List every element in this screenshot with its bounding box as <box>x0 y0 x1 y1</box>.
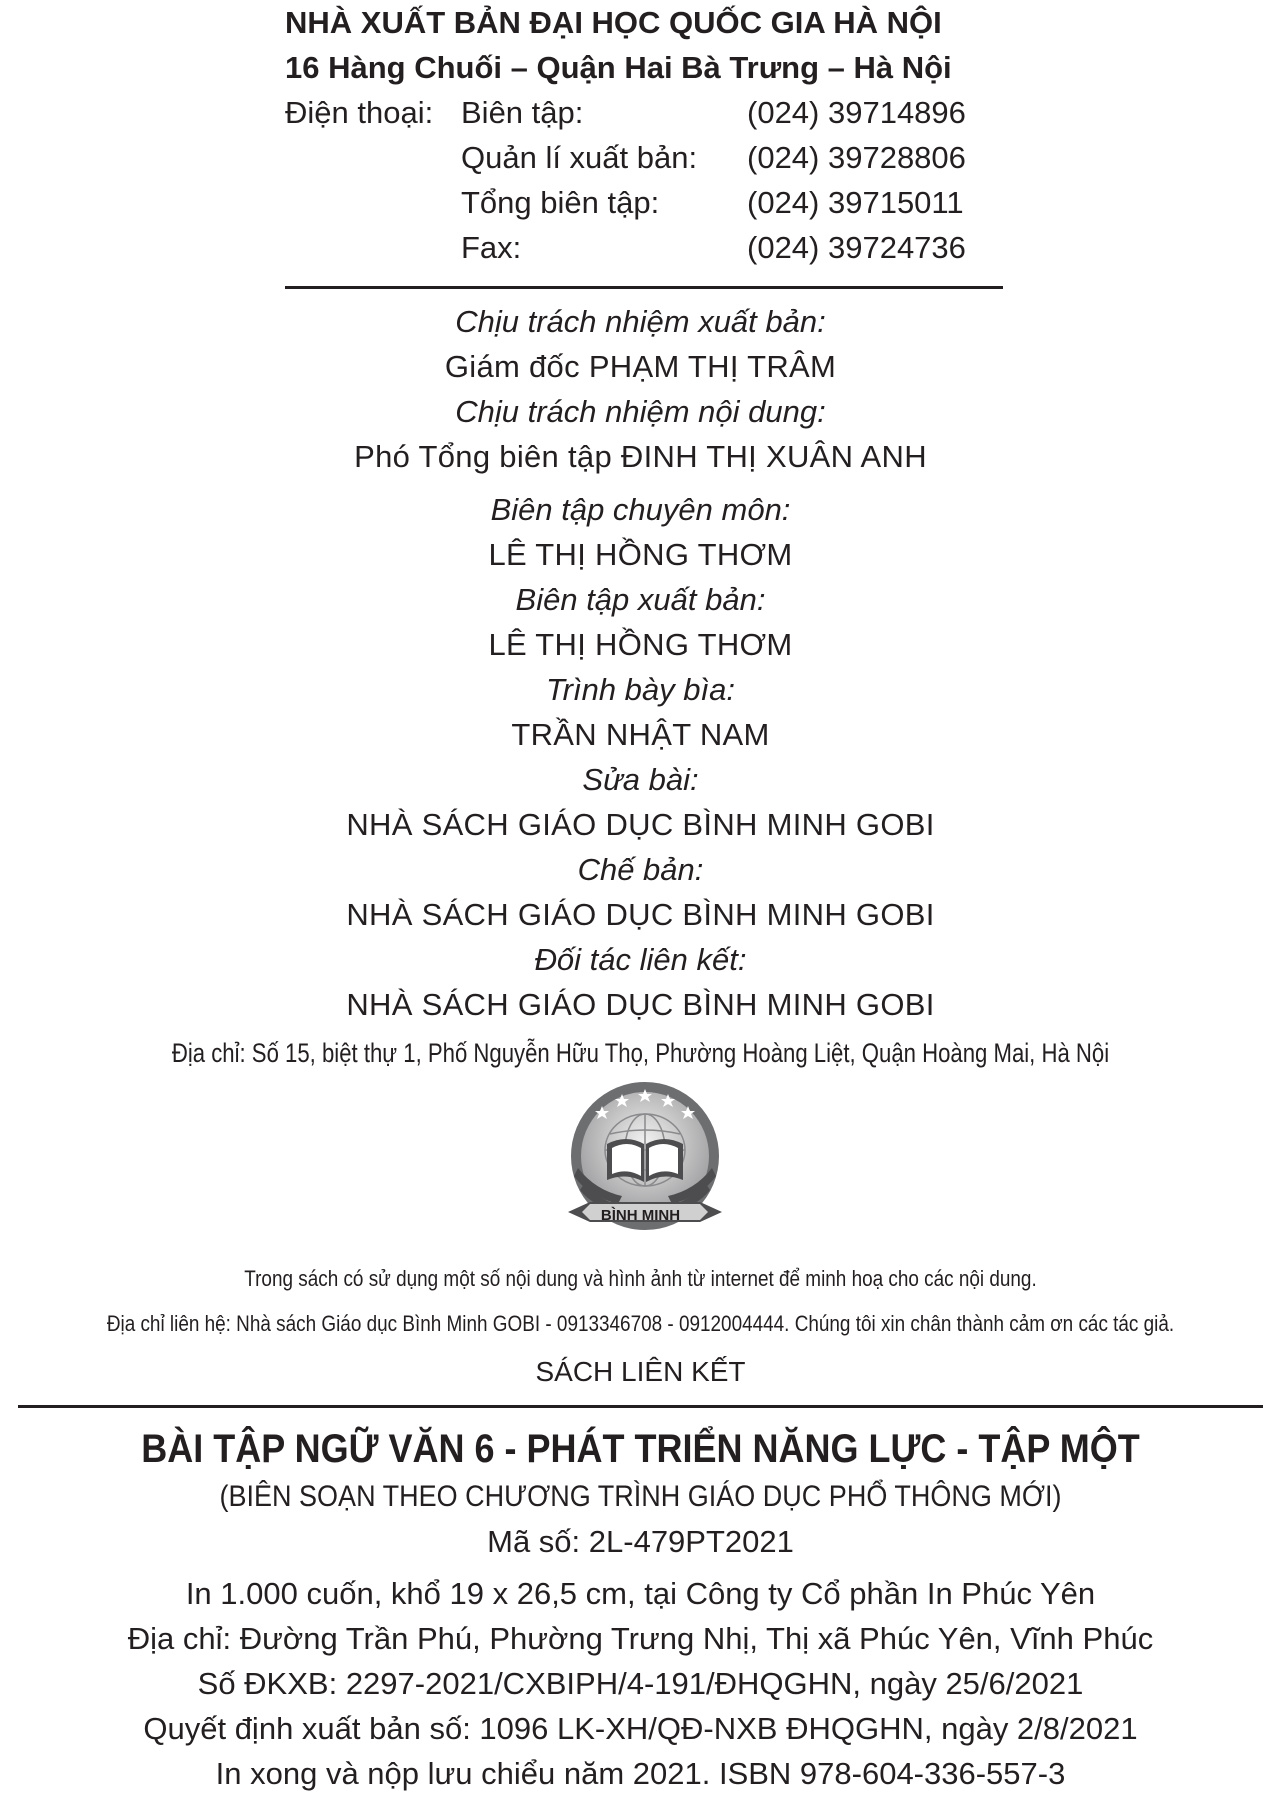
contact-row <box>285 139 1005 177</box>
credit-name: NHÀ SÁCH GIÁO DỤC BÌNH MINH GOBI <box>346 897 935 932</box>
credit-role: Sửa bài: <box>582 762 699 797</box>
footer-divider <box>18 1405 1263 1408</box>
contact-label: Quản lí xuất bản: <box>461 140 698 175</box>
header-divider <box>285 286 1003 289</box>
credit-name: Giám đốc PHẠM THỊ TRÂM <box>444 349 837 384</box>
credit-name: NHÀ SÁCH GIÁO DỤC BÌNH MINH GOBI <box>346 807 935 842</box>
contact-value: (024) 39728806 <box>747 140 966 175</box>
contact-value: (024) 39715011 <box>747 185 964 220</box>
book-title: BÀI TẬP NGỮ VĂN 6 - PHÁT TRIỂN NĂNG LỰC - TẬP MỘT <box>141 1427 1140 1471</box>
book-info-line: Số ĐKXB: 2297-2021/CXBIPH/4-191/ĐHQGHN, ngày 25/6/2021 <box>197 1666 1084 1701</box>
contact-value: (024) 39724736 <box>747 230 966 265</box>
credit-role: Đối tác liên kết: <box>534 942 747 977</box>
note-line: Địa chỉ liên hệ: Nhà sách Giáo dục Bình Minh GOBI - 0913346708 - 0912004444. Chúng tôi xin chân thành cảm ơn các tác giả. <box>106 1311 1175 1336</box>
credit-name: TRẦN NHẬT NAM <box>511 717 770 752</box>
phone-label: Điện thoại: <box>285 95 434 130</box>
contact-row <box>285 94 1005 132</box>
credit-role: Biên tập chuyên môn: <box>490 492 791 527</box>
credit-role: Chịu trách nhiệm xuất bản: <box>455 304 826 339</box>
credit-name: NHÀ SÁCH GIÁO DỤC BÌNH MINH GOBI <box>346 987 935 1022</box>
contact-value: (024) 39714896 <box>747 95 966 130</box>
book-code: Mã số: 2L-479PT2021 <box>487 1524 794 1559</box>
publisher-name: NHÀ XUẤT BẢN ĐẠI HỌC QUỐC GIA HÀ NỘI <box>285 5 942 40</box>
credit-name: LÊ THỊ HỒNG THƠM <box>488 537 793 572</box>
credit-name: LÊ THỊ HỒNG THƠM <box>488 627 793 662</box>
contact-label: Fax: <box>461 230 522 265</box>
publisher-address: 16 Hàng Chuối – Quận Hai Bà Trưng – Hà Nội <box>285 50 952 85</box>
credit-role: Biên tập xuất bản: <box>515 582 766 617</box>
logo-text: BÌNH MINH <box>600 1207 681 1224</box>
contact-label: Biên tập: <box>461 95 584 130</box>
credit-role: Chế bản: <box>577 852 704 887</box>
book-type: SÁCH LIÊN KẾT <box>535 1356 746 1387</box>
book-subtitle: (BIÊN SOẠN THEO CHƯƠNG TRÌNH GIÁO DỤC PHỔ THÔNG MỚI) <box>219 1480 1062 1513</box>
credit-name: Phó Tổng biên tập ĐINH THỊ XUÂN ANH <box>354 439 927 474</box>
note-line: Trong sách có sử dụng một số nội dung và hình ảnh từ internet để minh hoạ cho các nội dung. <box>244 1266 1037 1291</box>
book-info-line: In xong và nộp lưu chiểu năm 2021. ISBN 978-604-336-557-3 <box>215 1756 1066 1791</box>
book-info-line: Địa chỉ: Đường Trần Phú, Phường Trưng Nhị, Thị xã Phúc Yên, Vĩnh Phúc <box>127 1621 1154 1656</box>
contact-row <box>285 184 1005 222</box>
credit-role: Chịu trách nhiệm nội dung: <box>455 394 826 429</box>
book-info-line: In 1.000 cuốn, khổ 19 x 26,5 cm, tại Công ty Cổ phần In Phúc Yên <box>185 1576 1096 1611</box>
book-info-line: Quyết định xuất bản số: 1096 LK-XH/QĐ-NXB ĐHQGHN, ngày 2/8/2021 <box>143 1711 1138 1746</box>
partner-address: Địa chỉ: Số 15, biệt thự 1, Phố Nguyễn Hữu Thọ, Phường Hoàng Liệt, Quận Hoàng Mai, Hà Nội <box>171 1038 1110 1068</box>
credit-role: Trình bày bìa: <box>546 672 735 707</box>
contact-label: Tổng biên tập: <box>461 185 660 220</box>
contact-row <box>285 229 1005 267</box>
